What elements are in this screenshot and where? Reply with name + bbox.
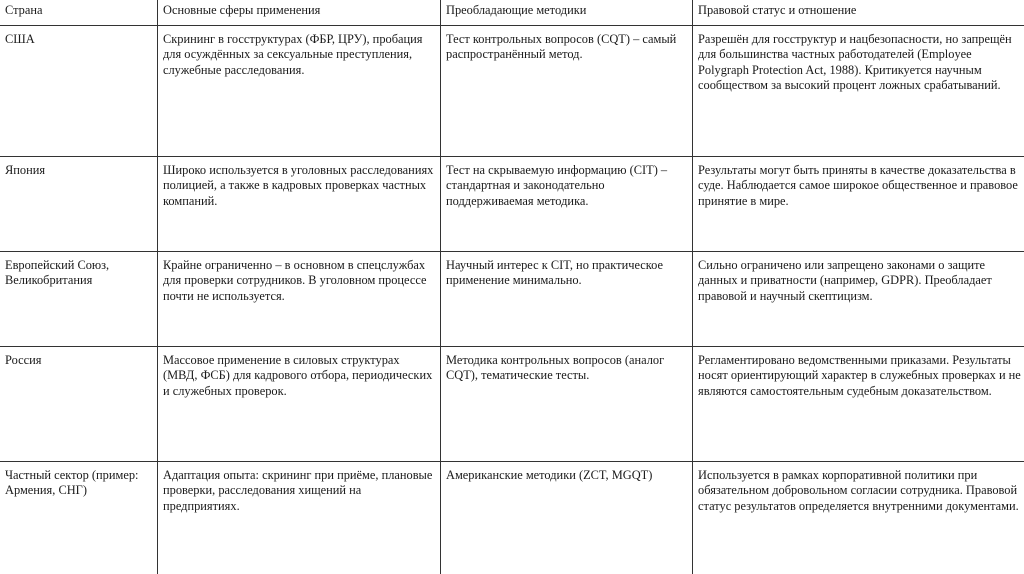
table-row [0,462,1024,574]
table-row [0,347,1024,462]
legal-cell: Результаты могут быть приняты в качестве доказательства в суде. Наблюдается самое широкое общественное и правовое принятие в мире. [693,157,1024,252]
methods-cell: Методика контрольных вопросов (аналог CQT), тематические тесты. [441,347,693,462]
table-row [0,157,1024,252]
country-cell: Частный сектор (пример: Армения, СНГ) [0,462,158,574]
spheres-cell: Широко используется в уголовных расследованиях полицией, а также в кадровых проверках частных компаний. [158,157,441,252]
table-row [0,26,1024,157]
spheres-cell: Массовое применение в силовых структурах (МВД, ФСБ) для кадрового отбора, периодических и служебных проверок. [158,347,441,462]
methods-cell: Тест контрольных вопросов (CQT) – самый распространённый метод. [441,26,693,157]
legal-cell: Используется в рамках корпоративной политики при обязательном добровольном согласии сотрудника. Правовой статус результатов определяется внутренними документами. [693,462,1024,574]
country-cell: Россия [0,347,158,462]
header-methods: Преобладающие методики [441,0,693,26]
methods-cell: Научный интерес к CIT, но практическое применение минимально. [441,252,693,347]
spheres-cell: Крайне ограниченно – в основном в спецслужбах для проверки сотрудников. В уголовном процессе почти не используется. [158,252,441,347]
spheres-cell: Скрининг в госструктурах (ФБР, ЦРУ), пробация для осуждённых за сексуальные преступления, служебные расследования. [158,26,441,157]
country-cell: Европейский Союз, Великобритания [0,252,158,347]
legal-cell: Разрешён для госструктур и нацбезопасности, но запрещён для большинства частных работодателей (Employee Polygraph Protection Act, 1988). Критикуется научным сообществом за высокий процент ложных срабатываний. [693,26,1024,157]
legal-cell: Регламентировано ведомственными приказами. Результаты носят ориентирующий характер в служебных проверках и не являются самостоятельным судебным доказательством. [693,347,1024,462]
header-spheres: Основные сферы применения [158,0,441,26]
table-row [0,252,1024,347]
country-cell: Япония [0,157,158,252]
methods-cell: Тест на скрываемую информацию (CIT) – стандартная и законодательно поддерживаемая методика. [441,157,693,252]
methods-cell: Американские методики (ZCT, MGQT) [441,462,693,574]
header-country: Страна [0,0,158,26]
table-header-row [0,0,1024,26]
spheres-cell: Адаптация опыта: скрининг при приёме, плановые проверки, расследования хищений на предприятиях. [158,462,441,574]
legal-cell: Сильно ограничено или запрещено законами о защите данных и приватности (например, GDPR). Преобладает правовой и научный скептицизм. [693,252,1024,347]
header-legal: Правовой статус и отношение [693,0,1024,26]
country-cell: США [0,26,158,157]
